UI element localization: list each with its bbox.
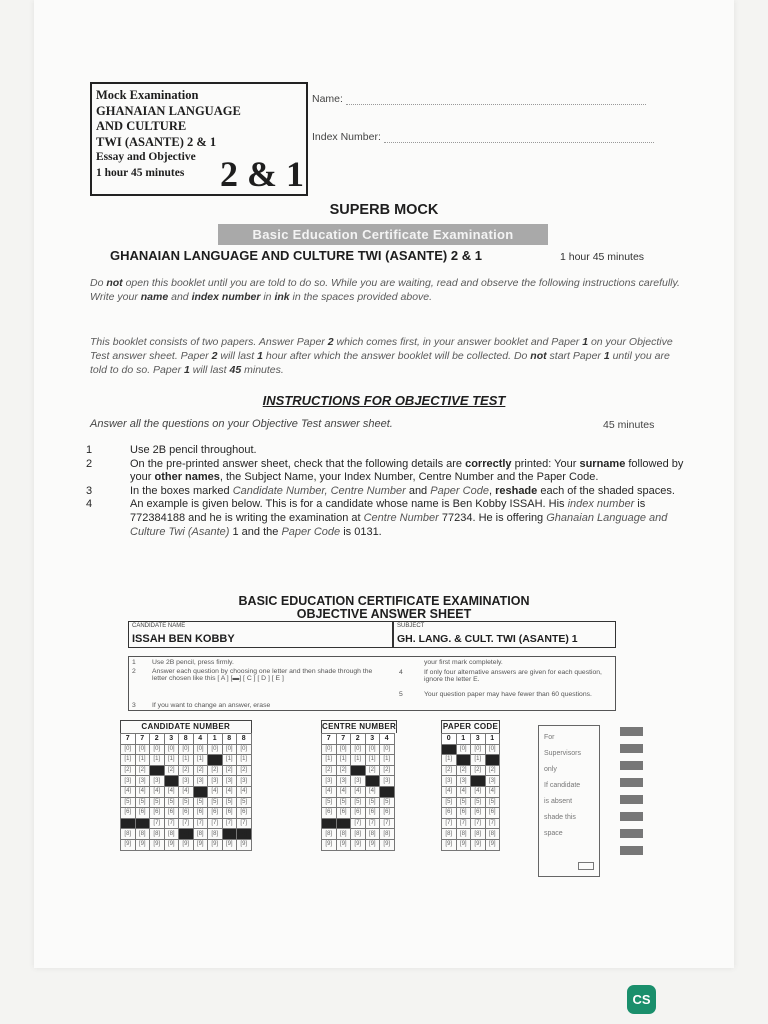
grid-bubble[interactable]: [5] — [222, 797, 237, 808]
grid-header-digit: 7 — [336, 734, 351, 745]
grid-bubble[interactable]: [2] — [179, 765, 194, 776]
grid-bubble[interactable]: [9] — [336, 839, 351, 850]
grid-bubble[interactable]: [7] — [322, 818, 337, 829]
grid-bubble[interactable]: [3] — [135, 776, 150, 787]
subject-box — [393, 621, 616, 648]
timing-marks — [620, 727, 643, 863]
grid-bubble[interactable]: [3] — [121, 776, 136, 787]
grid-bubble[interactable]: [1] — [150, 755, 165, 766]
grid-bubble[interactable]: [3] — [150, 776, 165, 787]
timing-mark — [620, 744, 643, 753]
grid-bubble[interactable]: [9] — [380, 839, 395, 850]
grid-bubble[interactable]: [0] — [193, 744, 208, 755]
grid-bubble[interactable]: [3] — [179, 776, 194, 787]
timing-mark — [620, 761, 643, 770]
grid-bubble[interactable]: [9] — [456, 839, 471, 850]
grid-bubble[interactable]: [9] — [179, 839, 194, 850]
grid-bubble[interactable]: [5] — [193, 797, 208, 808]
grid-bubble[interactable]: [3] — [365, 776, 380, 787]
grid-header-digit: 1 — [208, 734, 223, 745]
grid-bubble[interactable]: [7] — [456, 818, 471, 829]
grid-bubble[interactable]: [1] — [336, 755, 351, 766]
mock-title: SUPERB MOCK — [329, 202, 439, 218]
grid-header-digit: 4 — [380, 734, 395, 745]
answer-all-text: Answer all the questions on your Objective Test answer sheet. — [90, 418, 393, 430]
candidate-number-table — [120, 733, 252, 851]
grid-bubble[interactable]: [8] — [193, 829, 208, 840]
subject-title: GHANAIAN LANGUAGE AND CULTURE TWI (ASANTE) 2 & 1 — [110, 248, 482, 263]
grid-bubble[interactable]: [8] — [365, 829, 380, 840]
grid-bubble[interactable]: [2] — [164, 765, 179, 776]
grid-bubble[interactable]: [7] — [208, 818, 223, 829]
grid-bubble[interactable]: [2] — [365, 765, 380, 776]
exam-info-box — [90, 82, 308, 196]
grid-bubble[interactable]: [6] — [336, 808, 351, 819]
grid-bubble[interactable]: [3] — [380, 776, 395, 787]
grid-bubble[interactable]: [8] — [179, 829, 194, 840]
grid-bubble[interactable]: [7] — [135, 818, 150, 829]
grid-bubble[interactable]: [7] — [471, 818, 486, 829]
grid-bubble[interactable]: [1] — [442, 755, 457, 766]
grid-bubble[interactable]: [8] — [164, 829, 179, 840]
paper-code-table — [441, 733, 500, 851]
timing-mark — [620, 795, 643, 804]
grid-bubble[interactable]: [3] — [485, 776, 500, 787]
grid-bubble[interactable]: [0] — [365, 744, 380, 755]
grid-bubble[interactable]: [0] — [471, 744, 486, 755]
grid-bubble[interactable]: [5] — [150, 797, 165, 808]
grid-bubble[interactable]: [3] — [193, 776, 208, 787]
grid-bubble[interactable]: [3] — [471, 776, 486, 787]
grid-bubble[interactable]: [4] — [456, 786, 471, 797]
grid-bubble[interactable]: [0] — [485, 744, 500, 755]
grid-bubble[interactable]: [1] — [485, 755, 500, 766]
grid-bubble[interactable]: [5] — [485, 797, 500, 808]
grid-bubble[interactable]: [0] — [179, 744, 194, 755]
grid-bubble[interactable]: [9] — [471, 839, 486, 850]
grid-bubble[interactable]: [5] — [208, 797, 223, 808]
grid-bubble[interactable]: [9] — [164, 839, 179, 850]
grid-bubble[interactable]: [5] — [471, 797, 486, 808]
grid-bubble[interactable]: [9] — [365, 839, 380, 850]
grid-bubble[interactable]: [7] — [164, 818, 179, 829]
box-line-6: 1 hour 45 minutes — [96, 166, 185, 179]
grid-bubble[interactable]: [4] — [471, 786, 486, 797]
name-field[interactable] — [312, 93, 646, 105]
grid-header-digit: 2 — [351, 734, 366, 745]
grid-bubble[interactable]: [6] — [471, 808, 486, 819]
grid-bubble[interactable]: [0] — [456, 744, 471, 755]
grid-bubble[interactable]: [4] — [442, 786, 457, 797]
paper-code-label: PAPER CODE — [442, 722, 499, 731]
grid-bubble[interactable]: [8] — [222, 829, 237, 840]
grid-bubble[interactable]: [1] — [351, 755, 366, 766]
grid-bubble[interactable]: [6] — [442, 808, 457, 819]
grid-bubble[interactable]: [8] — [237, 829, 252, 840]
grid-bubble[interactable]: [0] — [351, 744, 366, 755]
grid-bubble[interactable]: [8] — [150, 829, 165, 840]
intro-paragraph-1: Do not open this booklet until you are told to do so. While you are waiting, read and observe the following instructions carefully. Write your name and index number in ink in the spaces provided above. — [90, 277, 680, 303]
candidate-name-value: ISSAH BEN KOBBY — [132, 633, 235, 645]
grid-bubble[interactable]: [3] — [442, 776, 457, 787]
grid-bubble[interactable]: [5] — [135, 797, 150, 808]
grid-bubble[interactable]: [2] — [121, 765, 136, 776]
grid-bubble[interactable]: [8] — [322, 829, 337, 840]
grid-header-digit: 2 — [150, 734, 165, 745]
grid-header-digit: 7 — [135, 734, 150, 745]
grid-bubble[interactable]: [6] — [322, 808, 337, 819]
grid-bubble[interactable]: [1] — [208, 755, 223, 766]
grid-bubble[interactable]: [2] — [485, 765, 500, 776]
grid-bubble[interactable]: [3] — [456, 776, 471, 787]
grid-bubble[interactable]: [7] — [351, 818, 366, 829]
grid-bubble[interactable]: [8] — [456, 829, 471, 840]
timing-mark — [620, 812, 643, 821]
grid-bubble[interactable]: [6] — [237, 808, 252, 819]
box-line-2: GHANAIAN LANGUAGE — [96, 103, 241, 118]
grid-bubble[interactable]: [2] — [150, 765, 165, 776]
grid-bubble[interactable]: [7] — [237, 818, 252, 829]
grid-bubble[interactable]: [0] — [135, 744, 150, 755]
grid-bubble[interactable]: [2] — [322, 765, 337, 776]
grid-bubble[interactable]: [6] — [351, 808, 366, 819]
grid-bubble[interactable]: [4] — [336, 786, 351, 797]
grid-bubble[interactable]: [0] — [208, 744, 223, 755]
grid-bubble[interactable]: [0] — [164, 744, 179, 755]
grid-bubble[interactable]: [6] — [121, 808, 136, 819]
grid-header-digit: 0 — [442, 734, 457, 745]
grid-bubble[interactable]: [3] — [336, 776, 351, 787]
grid-bubble[interactable]: [9] — [121, 839, 136, 850]
grid-bubble[interactable]: [4] — [208, 786, 223, 797]
grid-bubble[interactable]: [4] — [365, 786, 380, 797]
grid-bubble[interactable]: [2] — [456, 765, 471, 776]
grid-bubble[interactable]: [7] — [380, 818, 395, 829]
grid-bubble[interactable]: [9] — [208, 839, 223, 850]
grid-bubble[interactable]: [4] — [164, 786, 179, 797]
grid-bubble[interactable]: [8] — [121, 829, 136, 840]
grid-bubble[interactable]: [2] — [222, 765, 237, 776]
grid-bubble[interactable]: [5] — [365, 797, 380, 808]
intro-paragraph-2: This booklet consists of two papers. Answer Paper 2 which comes first, in your answer booklet and Paper 1 on your Objective Test answer sheet. Paper 2 will last 1 hour after which the answer booklet will be collected. Do not start Paper 1 until you are told to do so. Paper 1 will last 45 minutes. — [90, 336, 673, 376]
grid-bubble[interactable]: [4] — [150, 786, 165, 797]
grid-bubble[interactable]: [1] — [456, 755, 471, 766]
grid-bubble[interactable]: [4] — [193, 786, 208, 797]
grid-bubble[interactable]: [4] — [179, 786, 194, 797]
grid-bubble[interactable]: [0] — [121, 744, 136, 755]
box-line-3: AND CULTURE — [96, 119, 187, 134]
grid-header-digit: 1 — [485, 734, 500, 745]
grid-bubble[interactable]: [6] — [150, 808, 165, 819]
grid-bubble[interactable]: [2] — [135, 765, 150, 776]
grid-bubble[interactable]: [9] — [135, 839, 150, 850]
timing-mark — [620, 829, 643, 838]
grid-bubble[interactable]: [5] — [179, 797, 194, 808]
grid-bubble[interactable]: [0] — [150, 744, 165, 755]
grid-bubble[interactable]: [0] — [222, 744, 237, 755]
grid-bubble[interactable]: [9] — [150, 839, 165, 850]
subject-value: GH. LANG. & CULT. TWI (ASANTE) 1 — [397, 633, 578, 645]
objective-duration: 45 minutes — [603, 419, 655, 431]
grid-bubble[interactable]: [1] — [365, 755, 380, 766]
grid-bubble[interactable]: [6] — [222, 808, 237, 819]
grid-bubble[interactable]: [3] — [208, 776, 223, 787]
grid-bubble[interactable]: [4] — [121, 786, 136, 797]
grid-bubble[interactable]: [6] — [485, 808, 500, 819]
instruction-list — [86, 444, 686, 539]
paper-numbers: 2 & 1 — [220, 154, 304, 194]
grid-bubble[interactable]: [0] — [237, 744, 252, 755]
grid-header-digit: 3 — [164, 734, 179, 745]
grid-bubble[interactable]: [9] — [351, 839, 366, 850]
grid-bubble[interactable]: [4] — [222, 786, 237, 797]
grid-bubble[interactable]: [0] — [322, 744, 337, 755]
grid-bubble[interactable]: [7] — [336, 818, 351, 829]
grid-bubble[interactable]: [2] — [208, 765, 223, 776]
grid-bubble[interactable]: [2] — [237, 765, 252, 776]
grid-bubble[interactable]: [6] — [456, 808, 471, 819]
grid-bubble[interactable]: [2] — [351, 765, 366, 776]
total-duration: 1 hour 45 minutes — [560, 251, 645, 263]
grid-bubble[interactable]: [1] — [380, 755, 395, 766]
grid-bubble[interactable]: [5] — [164, 797, 179, 808]
grid-bubble[interactable]: [2] — [336, 765, 351, 776]
instructions-heading: INSTRUCTIONS FOR OBJECTIVE TEST — [262, 393, 506, 408]
grid-bubble[interactable]: [9] — [442, 839, 457, 850]
grid-bubble[interactable]: [6] — [164, 808, 179, 819]
grid-bubble[interactable]: [8] — [336, 829, 351, 840]
exam-banner: Basic Education Certificate Examination — [218, 224, 548, 245]
grid-bubble[interactable]: [7] — [365, 818, 380, 829]
grid-header-digit: 8 — [179, 734, 194, 745]
grid-bubble[interactable]: [3] — [322, 776, 337, 787]
sheet-subtitle: OBJECTIVE ANSWER SHEET — [296, 607, 472, 621]
grid-bubble[interactable]: [6] — [179, 808, 194, 819]
grid-header-digit: 8 — [237, 734, 252, 745]
grid-bubble[interactable]: [1] — [471, 755, 486, 766]
name-label: Name: — [312, 93, 343, 105]
grid-bubble[interactable]: [5] — [322, 797, 337, 808]
grid-bubble[interactable]: [1] — [193, 755, 208, 766]
grid-bubble[interactable]: [5] — [121, 797, 136, 808]
grid-bubble[interactable]: [7] — [179, 818, 194, 829]
candidate-number-grid — [120, 720, 252, 851]
timing-mark — [620, 778, 643, 787]
grid-bubble[interactable]: [8] — [485, 829, 500, 840]
grid-header-digit: 7 — [121, 734, 136, 745]
grid-bubble[interactable]: [2] — [471, 765, 486, 776]
grid-bubble[interactable]: [6] — [208, 808, 223, 819]
grid-bubble[interactable]: [3] — [237, 776, 252, 787]
grid-bubble[interactable]: [1] — [164, 755, 179, 766]
supervisor-box: For Supervisors only If candidate is absent shade this space — [538, 725, 600, 877]
grid-bubble[interactable]: [1] — [237, 755, 252, 766]
candidate-number-label: CANDIDATE NUMBER — [120, 720, 252, 733]
grid-header-digit: 3 — [365, 734, 380, 745]
candidate-name-label: CANDIDATE NAME — [132, 623, 186, 629]
grid-bubble[interactable]: [4] — [380, 786, 395, 797]
grid-bubble[interactable]: [8] — [442, 829, 457, 840]
sheet-title: BASIC EDUCATION CERTIFICATE EXAMINATION — [238, 594, 530, 608]
grid-header-digit: 7 — [322, 734, 337, 745]
grid-bubble[interactable]: [1] — [135, 755, 150, 766]
grid-bubble[interactable]: [2] — [193, 765, 208, 776]
box-line-5: Essay and Objective — [96, 151, 196, 164]
grid-bubble[interactable]: [1] — [121, 755, 136, 766]
instruction-item-2: 2 On the pre-printed answer sheet, check that the following details are correctly printed: Your surname followed by your other names, the Subject Name, your Index Number, Centre Number and the Paper Code. — [86, 457, 684, 484]
grid-bubble[interactable]: [7] — [121, 818, 136, 829]
grid-bubble[interactable]: [7] — [442, 818, 457, 829]
grid-bubble[interactable]: [8] — [380, 829, 395, 840]
instruction-item-3: 3 In the boxes marked Candidate Number, Centre Number and Paper Code, reshade each of the shaded spaces. — [86, 484, 675, 497]
grid-bubble[interactable]: [4] — [351, 786, 366, 797]
absent-shade-box[interactable] — [578, 862, 594, 870]
grid-bubble[interactable]: [6] — [193, 808, 208, 819]
index-field[interactable] — [312, 131, 654, 143]
grid-bubble[interactable]: [1] — [179, 755, 194, 766]
grid-bubble[interactable]: [4] — [485, 786, 500, 797]
grid-bubble[interactable]: [3] — [351, 776, 366, 787]
grid-bubble[interactable]: [9] — [485, 839, 500, 850]
grid-header-digit: 1 — [456, 734, 471, 745]
grid-bubble[interactable]: [7] — [485, 818, 500, 829]
candidate-name-box — [128, 621, 393, 648]
grid-bubble[interactable]: [5] — [456, 797, 471, 808]
grid-bubble[interactable]: [8] — [351, 829, 366, 840]
grid-bubble[interactable]: [6] — [365, 808, 380, 819]
grid-bubble[interactable]: [7] — [150, 818, 165, 829]
grid-bubble[interactable]: [5] — [380, 797, 395, 808]
box-line-1: Mock Examination — [96, 88, 199, 102]
grid-bubble[interactable]: [0] — [380, 744, 395, 755]
index-line[interactable] — [384, 133, 654, 143]
timing-mark — [620, 846, 643, 855]
grid-bubble[interactable]: [4] — [322, 786, 337, 797]
grid-bubble[interactable]: [5] — [351, 797, 366, 808]
grid-bubble[interactable]: [8] — [135, 829, 150, 840]
centre-number-table — [321, 733, 395, 851]
grid-bubble[interactable]: [0] — [442, 744, 457, 755]
grid-bubble[interactable]: [1] — [222, 755, 237, 766]
grid-bubble[interactable]: [7] — [222, 818, 237, 829]
grid-bubble[interactable]: [3] — [164, 776, 179, 787]
grid-bubble[interactable]: [7] — [193, 818, 208, 829]
grid-bubble[interactable]: [9] — [237, 839, 252, 850]
grid-header-digit: 8 — [222, 734, 237, 745]
grid-bubble[interactable]: [5] — [336, 797, 351, 808]
grid-bubble[interactable]: [9] — [222, 839, 237, 850]
centre-number-grid — [321, 720, 397, 851]
grid-bubble[interactable]: [8] — [471, 829, 486, 840]
grid-bubble[interactable]: [2] — [380, 765, 395, 776]
grid-bubble[interactable]: [0] — [336, 744, 351, 755]
instruction-item-4: 4 An example is given below. This is for a candidate whose name is Ben Kobby ISSAH. His index number is 772384188 and he is writing the examination at Centre Number 77234. He is offering Ghanaian Language and Culture Twi (Asante) 1 and the Paper Code is 0131. — [86, 498, 668, 538]
grid-bubble[interactable]: [2] — [442, 765, 457, 776]
grid-bubble[interactable]: [9] — [193, 839, 208, 850]
subject-label: SUBJECT — [397, 623, 425, 629]
grid-bubble[interactable]: [4] — [135, 786, 150, 797]
grid-header-digit: 3 — [471, 734, 486, 745]
grid-header-digit: 4 — [193, 734, 208, 745]
grid-bubble[interactable]: [1] — [322, 755, 337, 766]
grid-bubble[interactable]: [5] — [442, 797, 457, 808]
grid-bubble[interactable]: [3] — [222, 776, 237, 787]
grid-bubble[interactable]: [9] — [322, 839, 337, 850]
sheet-rules-box: 1 Use 2B pencil, press firmly. 2 Answer each question by choosing one letter and then shade through the letter chosen like this [ A ] [▬] [ C ] [ D ] [ E ] 3 If you want to change an answer, erase your first mark completely. 4 If only four alternative answers are given for each question, ignore the letter E. 5 Your question paper may have fewer than 60 questions. — [128, 656, 616, 711]
grid-bubble[interactable]: [6] — [380, 808, 395, 819]
camscanner-logo: CS — [627, 985, 656, 1014]
instruction-item-1: 1 Use 2B pencil throughout. — [86, 444, 257, 456]
grid-bubble[interactable]: [4] — [237, 786, 252, 797]
grid-bubble[interactable]: [6] — [135, 808, 150, 819]
index-label: Index Number: — [312, 131, 381, 143]
centre-number-label: CENTRE NUMBER — [322, 722, 397, 731]
name-line[interactable] — [346, 95, 646, 105]
paper-code-grid — [441, 720, 500, 851]
grid-bubble[interactable]: [5] — [237, 797, 252, 808]
timing-mark — [620, 727, 643, 736]
box-line-4: TWI (ASANTE) 2 & 1 — [96, 134, 217, 149]
grid-bubble[interactable]: [8] — [208, 829, 223, 840]
